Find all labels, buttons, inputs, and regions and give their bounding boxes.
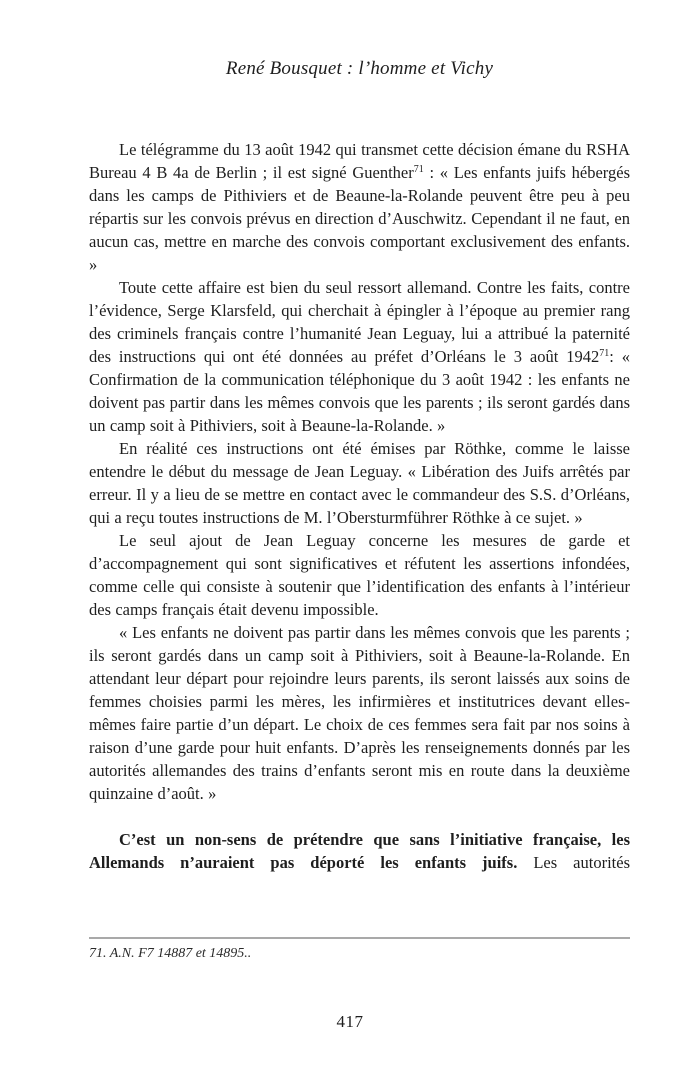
text-run: Les autorités bbox=[517, 853, 630, 872]
footnote-rule bbox=[89, 937, 630, 939]
text-run: : « Confirmation de la communication téléphonique du 3 août 1942 : les enfants ne doivent pas partir dans les mêmes convois que les parents ; ils seront gardés dans un camp soit à Pithiviers, soit à Beaune-la-Rolande. » bbox=[89, 347, 630, 435]
paragraph-leguay-ajout: Le seul ajout de Jean Leguay concerne les mesures de garde et d’accompagnement qui sont significatives et réfutent les assertions infondées, comme celle qui consiste à soutenir que l’identification des enfants à l’intérieur des camps français était devenu impossible. bbox=[89, 531, 630, 619]
page-number: 417 bbox=[336, 1012, 364, 1031]
paragraph-klarsfeld bbox=[89, 276, 630, 437]
paragraph-rothke: En réalité ces instructions ont été émises par Röthke, comme le laisse entendre le début du message de Jean Leguay. « Libération des Juifs arrêtés par erreur. Il y a lieu de se mettre en contact avec le commandeur des S.S. d’Orléans, qui a reçu toutes instructions de M. l’Obersturmführer Röthke à ce sujet. » bbox=[89, 439, 630, 527]
paragraph-conclusion bbox=[89, 828, 630, 874]
bold-text-run: C’est un non-sens de prétendre que sans l’initiative française, les Allemands n’auraient pas déporté les enfants juifs. bbox=[89, 830, 630, 872]
running-head: René Bousquet : l’homme et Vichy bbox=[225, 58, 494, 79]
footnote-text: 71. A.N. F7 14887 et 14895.. bbox=[89, 946, 252, 961]
text-run: Le télégramme du 13 août 1942 qui transmet cette décision émane du RSHA Bureau 4 B 4a de Berlin ; il est signé Guenther bbox=[89, 140, 630, 182]
footnote-block bbox=[89, 937, 630, 963]
footnote-ref-71: 71 bbox=[413, 164, 424, 175]
paragraph-citation-enfants: « Les enfants ne doivent pas partir dans les mêmes convois que les parents ; ils seront gardés dans un camp soit à Pithiviers, soit à Beaune-la-Rolande. En attendant leur départ pour rejoindre leurs parents, ils seront laissés aux soins de femmes choisies parmi les mères, les infirmières et institutrices devant elles-mêmes faire partie d’un départ. Le choix de ces femmes sera fait par nos soins à raison d’une garde pour huit enfants. D’après les renseignements donnés par les autorités allemandes des trains d’enfants seront mis en route dans la deuxième quinzaine d’août. » bbox=[89, 623, 630, 803]
paragraph-telegram bbox=[89, 138, 630, 276]
footnote-ref-71: 71 bbox=[599, 348, 610, 359]
page-body bbox=[89, 138, 630, 874]
text-run: : « Les enfants juifs hébergés dans les camps de Pithiviers et de Beaune-la-Rolande peuvent être peu à peu répartis sur les convois prévus en direction d’Auschwitz. Cependant il ne faut, en aucun cas, mettre en marche des convois comportant exclusivement des enfants. » bbox=[89, 163, 630, 274]
text-run: Toute cette affaire est bien du seul ressort allemand. Contre les faits, contre l’évidence, Serge Klarsfeld, qui cherchait à épingler à l’époque au premier rang des criminels français contre l’humanité Jean Leguay, lui a attribué la paternité des instructions qui ont été données au préfet d’Orléans le 3 août 1942 bbox=[89, 278, 630, 366]
